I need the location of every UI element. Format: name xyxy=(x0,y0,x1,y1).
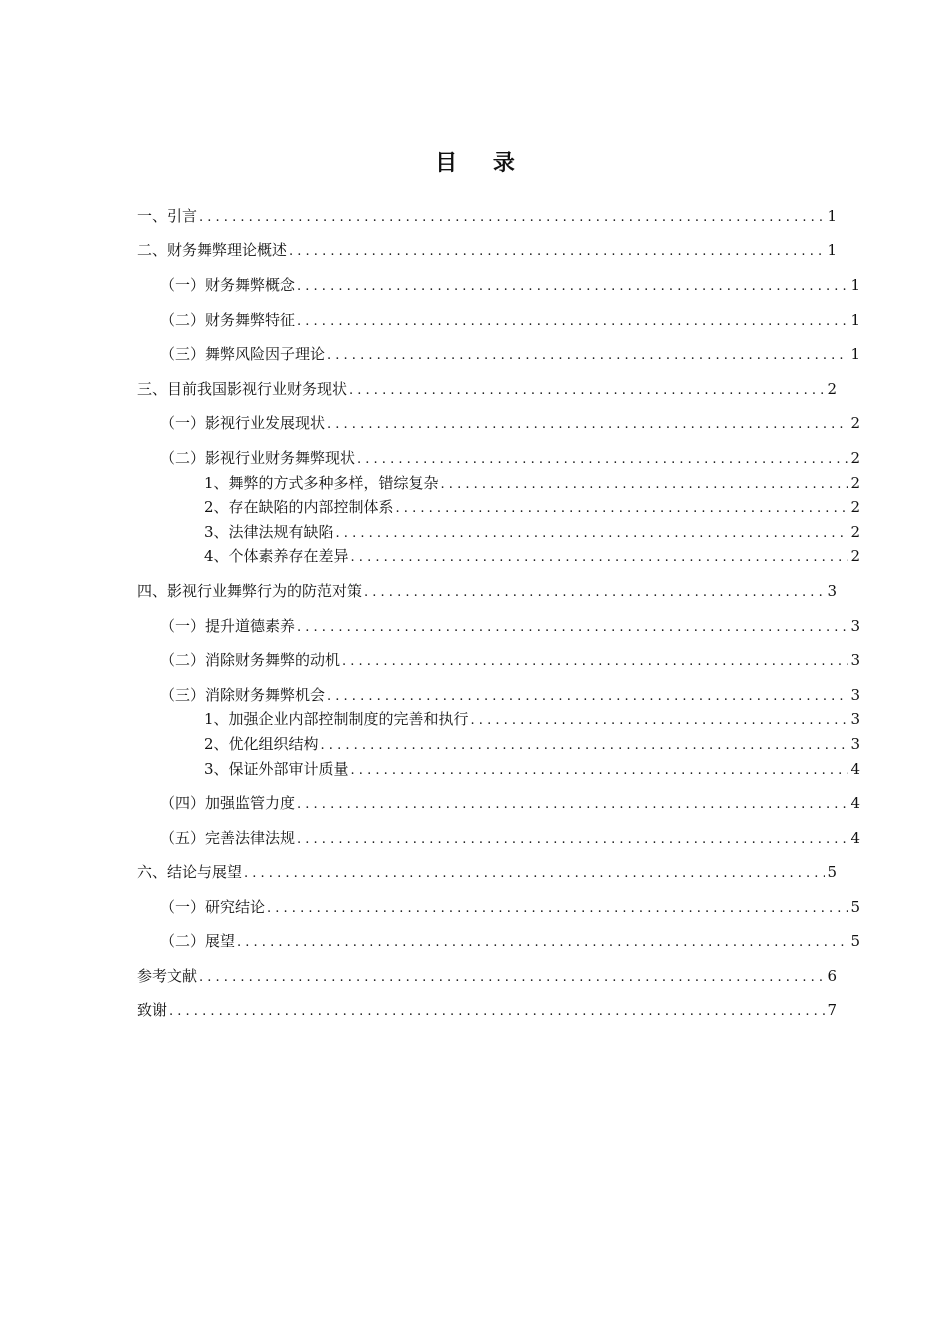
toc-entry-label: 1、舞弊的方式多种多样，错综复杂 xyxy=(204,474,439,492)
toc-leader-dots xyxy=(327,415,848,435)
toc-leader-dots xyxy=(336,524,849,544)
toc-entry-page: 3 xyxy=(827,582,837,600)
toc-entry-label: 参考文献 xyxy=(137,967,198,985)
toc-entry-label: （一）财务舞弊概念 xyxy=(160,276,296,294)
toc-entry[interactable] xyxy=(160,828,860,848)
toc-leader-dots xyxy=(357,450,848,470)
toc-leader-dots xyxy=(199,208,825,228)
toc-entry[interactable] xyxy=(160,448,860,468)
toc-entry[interactable] xyxy=(160,344,860,364)
toc-entry-label: （四）加强监管力度 xyxy=(160,794,296,812)
toc-entry-page: 1 xyxy=(850,311,860,329)
toc-leader-dots xyxy=(289,242,825,262)
toc-leader-dots xyxy=(267,899,848,919)
toc-entry-label: （二）展望 xyxy=(160,932,236,950)
toc-entry-page: 1 xyxy=(827,207,837,225)
toc-entry[interactable] xyxy=(160,897,860,917)
toc-entry-page: 3 xyxy=(850,735,860,753)
toc-entry-label: （二）影视行业财务舞弊现状 xyxy=(160,449,356,467)
toc-entry[interactable] xyxy=(137,862,837,882)
toc-entry-page: 1 xyxy=(850,345,860,363)
toc-entry-page: 2 xyxy=(850,449,860,467)
toc-entry-label: （一）影视行业发展现状 xyxy=(160,414,326,432)
toc-entry-page: 4 xyxy=(850,794,860,812)
toc-entry-label: （一）提升道德素养 xyxy=(160,617,296,635)
toc-entry[interactable] xyxy=(160,310,860,330)
toc-entry[interactable] xyxy=(137,581,837,601)
toc-entry-page: 5 xyxy=(827,863,837,881)
toc-entry[interactable] xyxy=(137,966,837,986)
toc-entry[interactable] xyxy=(137,379,837,399)
toc-entry-page: 7 xyxy=(827,1001,837,1019)
toc-leader-dots xyxy=(297,277,848,297)
toc-entry-page: 2 xyxy=(850,474,860,492)
toc-entry[interactable] xyxy=(160,413,860,433)
toc-entry-label: （三）消除财务舞弊机会 xyxy=(160,686,326,704)
toc-entry-page: 5 xyxy=(850,932,860,950)
toc-leader-dots xyxy=(237,933,848,953)
toc-entry-label: 三、目前我国影视行业财务现状 xyxy=(137,380,348,398)
toc-leader-dots xyxy=(297,618,848,638)
toc-leader-dots xyxy=(441,475,849,495)
toc-entry-label: 致谢 xyxy=(137,1001,168,1019)
toc-entry-page: 6 xyxy=(827,967,837,985)
toc-entry-label: 3、保证外部审计质量 xyxy=(204,760,349,778)
toc-entry-page: 4 xyxy=(850,760,860,778)
toc-entry[interactable] xyxy=(137,1000,837,1020)
toc-leader-dots xyxy=(342,652,848,672)
toc-entry-label: 1、加强企业内部控制制度的完善和执行 xyxy=(204,710,469,728)
toc-entry[interactable] xyxy=(204,709,860,729)
toc-entry-page: 1 xyxy=(827,241,837,259)
toc-entry[interactable] xyxy=(137,240,837,260)
toc-entry-page: 4 xyxy=(850,829,860,847)
toc-leader-dots xyxy=(327,687,848,707)
toc-entry[interactable] xyxy=(204,497,860,517)
toc-entry-page: 5 xyxy=(850,898,860,916)
toc-leader-dots xyxy=(244,864,825,884)
toc-entry-page: 3 xyxy=(850,651,860,669)
toc-entry[interactable] xyxy=(137,206,837,226)
toc-entry-label: （五）完善法律法规 xyxy=(160,829,296,847)
toc-entry-page: 1 xyxy=(850,276,860,294)
toc-leader-dots xyxy=(396,499,849,519)
toc-entry-page: 2 xyxy=(850,523,860,541)
toc-entry-label: （一）研究结论 xyxy=(160,898,266,916)
toc-entry[interactable] xyxy=(160,275,860,295)
toc-entry-page: 3 xyxy=(850,710,860,728)
toc-entry[interactable] xyxy=(160,685,860,705)
toc-entry-label: （二）财务舞弊特征 xyxy=(160,311,296,329)
toc-leader-dots xyxy=(297,795,848,815)
toc-leader-dots xyxy=(297,312,848,332)
toc-entry-label: 3、法律法规有缺陷 xyxy=(204,523,334,541)
toc-entry-label: 二、财务舞弊理论概述 xyxy=(137,241,288,259)
toc-entry-label: （二）消除财务舞弊的动机 xyxy=(160,651,341,669)
page-title: 目 录 xyxy=(435,151,529,176)
toc-entry[interactable] xyxy=(204,546,860,566)
toc-entry-label: （三）舞弊风险因子理论 xyxy=(160,345,326,363)
toc-entry[interactable] xyxy=(160,931,860,951)
toc-leader-dots xyxy=(169,1002,825,1022)
toc-leader-dots xyxy=(297,830,848,850)
toc-entry-label: 2、存在缺陷的内部控制体系 xyxy=(204,498,394,516)
toc-leader-dots xyxy=(327,346,848,366)
toc-leader-dots xyxy=(351,761,849,781)
toc-leader-dots xyxy=(199,968,825,988)
toc-entry[interactable] xyxy=(160,616,860,636)
toc-entry-page: 2 xyxy=(850,498,860,516)
toc-entry-label: 4、个体素养存在差异 xyxy=(204,547,349,565)
toc-entry-label: 六、结论与展望 xyxy=(137,863,243,881)
toc-entry-page: 2 xyxy=(850,547,860,565)
toc-entry-page: 2 xyxy=(850,414,860,432)
toc-entry[interactable] xyxy=(204,473,860,493)
toc-entry[interactable] xyxy=(204,759,860,779)
toc-entry-label: 四、影视行业舞弊行为的防范对策 xyxy=(137,582,363,600)
toc-entry[interactable] xyxy=(204,734,860,754)
toc-entry-label: 一、引言 xyxy=(137,207,198,225)
toc-leader-dots xyxy=(364,583,825,603)
toc-entry-page: 3 xyxy=(850,617,860,635)
toc-entry-page: 3 xyxy=(850,686,860,704)
toc-leader-dots xyxy=(349,381,825,401)
toc-entry-label: 2、优化组织结构 xyxy=(204,735,319,753)
toc-entry-page: 2 xyxy=(827,380,837,398)
toc-leader-dots xyxy=(471,711,849,731)
toc-leader-dots xyxy=(321,736,849,756)
toc-entry[interactable] xyxy=(204,522,860,542)
toc-entry[interactable] xyxy=(160,650,860,670)
toc-entry[interactable] xyxy=(160,793,860,813)
toc-leader-dots xyxy=(351,548,849,568)
